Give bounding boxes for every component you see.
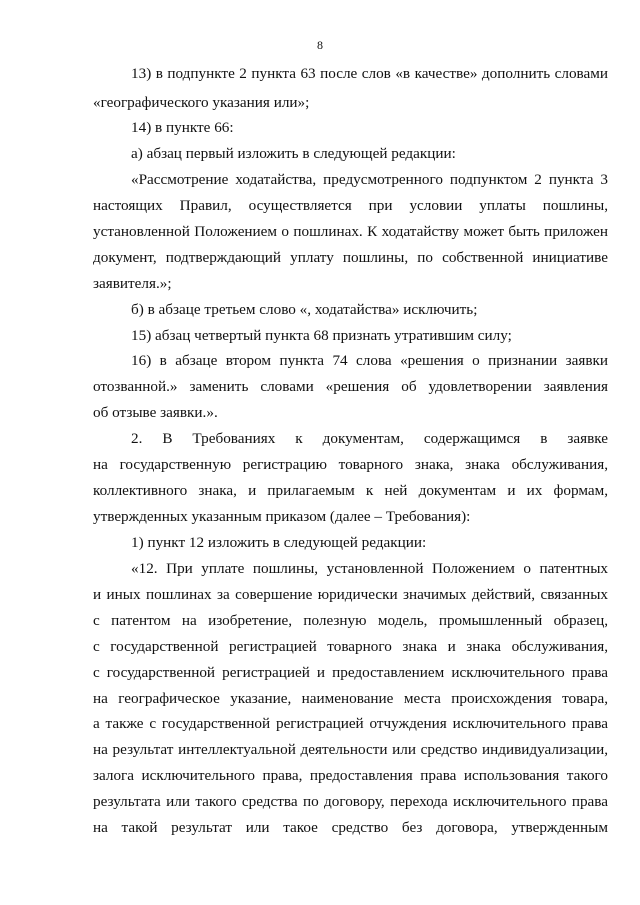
paragraph-line: «Рассмотрение ходатайства, предусмотренного подпунктом 2 пункта 3	[131, 171, 608, 188]
paragraph-line: 16) в абзаце втором пункта 74 слова «решения о признании заявки	[131, 352, 608, 369]
paragraph-line: установленной Положением о пошлинах. К ходатайству может быть приложен	[93, 223, 608, 240]
paragraph-line: с государственной регистрацией товарного знака и знака обслуживания,	[93, 638, 608, 655]
paragraph-line: утвержденных указанным приказом (далее – Требования):	[93, 508, 471, 525]
paragraph-line: на такой результат или такое средство без договора, утвержденным	[93, 819, 608, 836]
paragraph-line: «географического указания или»;	[93, 94, 310, 111]
paragraph-line: а также с государственной регистрацией отчуждения исключительного права	[93, 715, 608, 732]
paragraph-line: заявителя.»;	[93, 275, 172, 292]
paragraph-line: 14) в пункте 66:	[131, 119, 234, 136]
paragraph-line: на географическое указание, наименование места происхождения товара,	[93, 690, 608, 707]
paragraph-line: документ, подтверждающий уплату пошлины, по собственной инициативе	[93, 249, 608, 266]
paragraph-line: залога исключительного права, предоставления права использования такого	[93, 767, 608, 784]
paragraph-line: об отзыве заявки.».	[93, 404, 218, 421]
paragraph-line: на государственную регистрацию товарного знака, знака обслуживания,	[93, 456, 608, 473]
paragraph-line: 1) пункт 12 изложить в следующей редакции:	[131, 534, 427, 551]
paragraph-line: и иных пошлинах за совершение юридически значимых действий, связанных	[93, 586, 608, 603]
paragraph-line: «12. При уплате пошлины, установленной Положением о патентных	[131, 560, 608, 577]
paragraph-line: с патентом на изобретение, полезную модель, промышленный образец,	[93, 612, 608, 629]
paragraph-line: коллективного знака, и прилагаемым к ней документам и их формам,	[93, 482, 608, 499]
page-number: 8	[317, 38, 323, 52]
paragraph-line: 13) в подпункте 2 пункта 63 после слов «в качестве» дополнить словами	[131, 65, 608, 82]
paragraph-line: б) в абзаце третьем слово «, ходатайства» исключить;	[131, 301, 478, 318]
paragraph-line: 15) абзац четвертый пункта 68 признать утратившим силу;	[131, 327, 512, 344]
paragraph-line: настоящих Правил, осуществляется при условии уплаты пошлины,	[93, 197, 608, 214]
paragraph-line: а) абзац первый изложить в следующей редакции:	[131, 145, 456, 162]
paragraph-line: результата или такого средства по договору, перехода исключительного права	[93, 793, 608, 810]
paragraph-line: 2. В Требованиях к документам, содержащимся в заявке	[131, 430, 608, 447]
paragraph-line: на результат интеллектуальной деятельности или средство индивидуализации,	[93, 741, 608, 758]
paragraph-line: отозванной.» заменить словами «решения об удовлетворении заявления	[93, 378, 608, 395]
paragraph-line: с государственной регистрацией и предоставлением исключительного права	[93, 664, 608, 681]
